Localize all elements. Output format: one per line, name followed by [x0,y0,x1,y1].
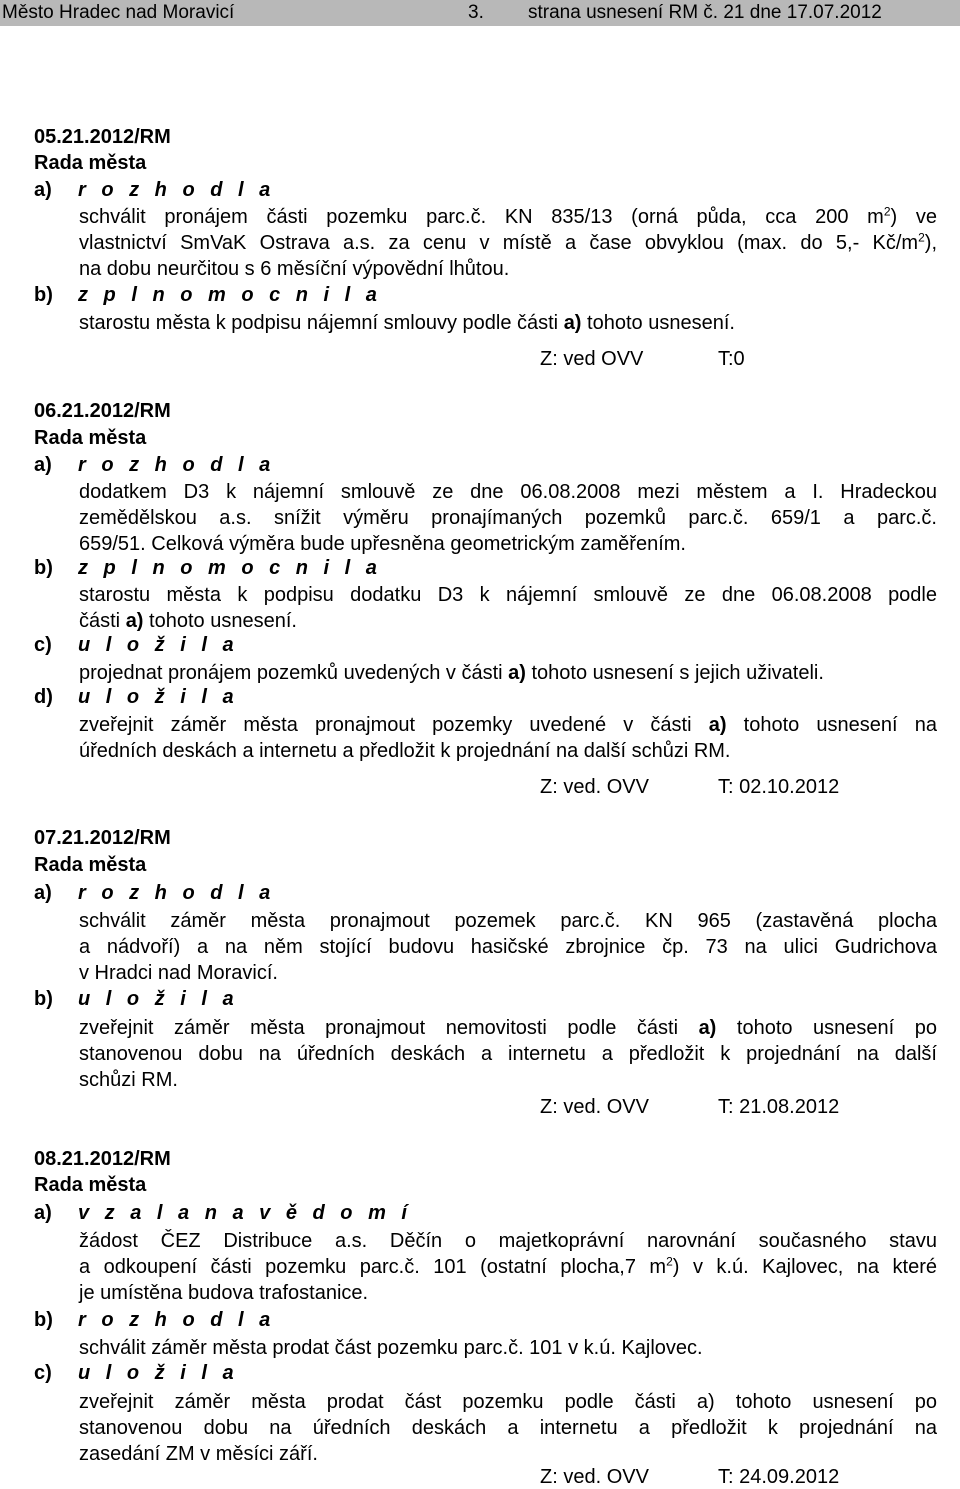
point-b-text: starostu města k podpisu nájemní smlouvy podle části a) tohoto usnesení. [79,312,735,334]
point-b-text: zveřejnit záměr města pronajmout nemovitosti podle části a) tohoto usnesení po stanovenou dobu na úředních deskách a internetu a předložit k projednání na další schůzi RM. [79,1017,938,1091]
point-b-heading [34,988,239,1011]
deadline: T:0 [718,348,745,370]
point-d-heading [34,686,239,709]
point-b-text: starostu města k podpisu dodatku D3 k nájemní smlouvě ze dne 06.08.2008 podle části a) tohoto usnesení. [79,584,937,632]
point-verb: u l o ž i l a [78,686,239,708]
point-c-text: projednat pronájem pozemků uvedených v části a) tohoto usnesení s jejich uživateli. [79,662,824,684]
point-a-heading [34,1202,412,1225]
header-city: Město Hradec nad Moravicí [2,2,235,23]
point-letter: b) [34,557,53,579]
responsible-person: Z: ved. OVV [540,1096,649,1118]
point-b-heading [34,284,382,307]
point-letter: d) [34,686,53,708]
deadline: T: 24.09.2012 [718,1466,840,1488]
point-d-text: zveřejnit záměr města pronajmout pozemky uvedené v části a) tohoto usnesení na úředních deskách a internetu a předložit k projednání na další schůzi RM. [79,714,937,762]
point-c-heading [34,634,239,657]
point-verb: v z a l a n a v ě d o m í [78,1202,412,1224]
responsible-person: Z: ved. OVV [540,776,649,798]
point-a-text: dodatkem D3 k nájemní smlouvě ze dne 06.08.2008 mezi městem a I. Hradeckou zemědělskou a.s. snížit výměru pronajímaných pozemků parc.č. 659/1 a parc.č. 659/51. Celková výměra bude upřesněna geometrickým zaměřením. [79,481,937,555]
council-name: Rada města [34,152,147,174]
deadline: T: 21.08.2012 [718,1096,840,1118]
responsible-person: Z: ved. OVV [540,1466,649,1488]
council-name: Rada města [34,1174,147,1196]
point-b-text: schválit záměr města prodat část pozemku parc.č. 101 v k.ú. Kajlovec. [79,1337,703,1359]
responsible-person: Z: ved OVV [540,348,644,370]
header-page-number: 3. [468,2,484,23]
point-letter: a) [34,454,52,476]
point-b-heading [34,1309,275,1332]
point-verb: r o z h o d l a [78,454,276,476]
point-a-text: schválit pronájem části pozemku parc.č. KN 835/13 (orná půda, cca 200 $m^2$) ve vlastnictví SmVaK Ostrava a.s. za cenu v místě a čase obvyklou (max. do 5,- $Kč/m^2$), na dobu neurčitou s 6 měsíční výpovědní lhůtou. [79,204,937,280]
point-a-heading [34,179,275,202]
point-verb: z p l n o m o c n i l a [78,284,382,306]
point-verb: u l o ž i l a [78,634,239,656]
point-letter: b) [34,988,53,1010]
header-description: strana usnesení RM č. 21 dne 17.07.2012 [528,2,882,23]
deadline: T: 02.10.2012 [718,776,840,798]
point-c-text: zveřejnit záměr města prodat část pozemku podle části a) tohoto usnesení po stanovenou dobu na úředních deskách a internetu a předložit k projednání na zasedání ZM v měsíci září. [79,1391,937,1465]
council-name: Rada města [34,427,147,449]
point-verb: r o z h o d l a [78,179,276,201]
point-a-text: schválit záměr města pronajmout pozemek parc.č. KN 965 (zastavěná plocha a nádvoří) a na něm stojící budovu hasičské zbrojnice čp. 73 na ulici Gudrichova v Hradci nad Moravicí. [79,910,937,984]
point-verb: u l o ž i l a [78,988,239,1010]
point-c-heading [34,1362,239,1385]
resolution-number: 06.21.2012/RM [34,400,171,422]
point-a-heading [34,454,275,477]
point-letter: a) [34,882,52,904]
point-verb: z p l n o m o c n i l a [78,557,382,579]
resolution-number: 08.21.2012/RM [34,1148,171,1170]
point-verb: r o z h o d l a [78,882,276,904]
point-letter: b) [34,284,53,306]
point-letter: a) [34,179,52,201]
council-name: Rada města [34,854,147,876]
point-b-heading [34,557,382,580]
resolution-number: 07.21.2012/RM [34,827,171,849]
resolution-number: 05.21.2012/RM [34,126,171,148]
point-letter: c) [34,634,52,656]
point-verb: r o z h o d l a [78,1309,276,1331]
point-letter: b) [34,1309,53,1331]
point-letter: a) [34,1202,52,1224]
point-a-text: žádost ČEZ Distribuce a.s. Děčín o majetkoprávní narovnání současného stavu a odkoupení části pozemku parc.č. 101 (ostatní plocha,7 $m^2$) v k.ú. Kajlovec, na které je umístěna budova trafostanice. [79,1230,938,1304]
point-a-heading [34,882,275,905]
point-letter: c) [34,1362,52,1384]
page-header [0,0,960,26]
point-verb: u l o ž i l a [78,1362,239,1384]
